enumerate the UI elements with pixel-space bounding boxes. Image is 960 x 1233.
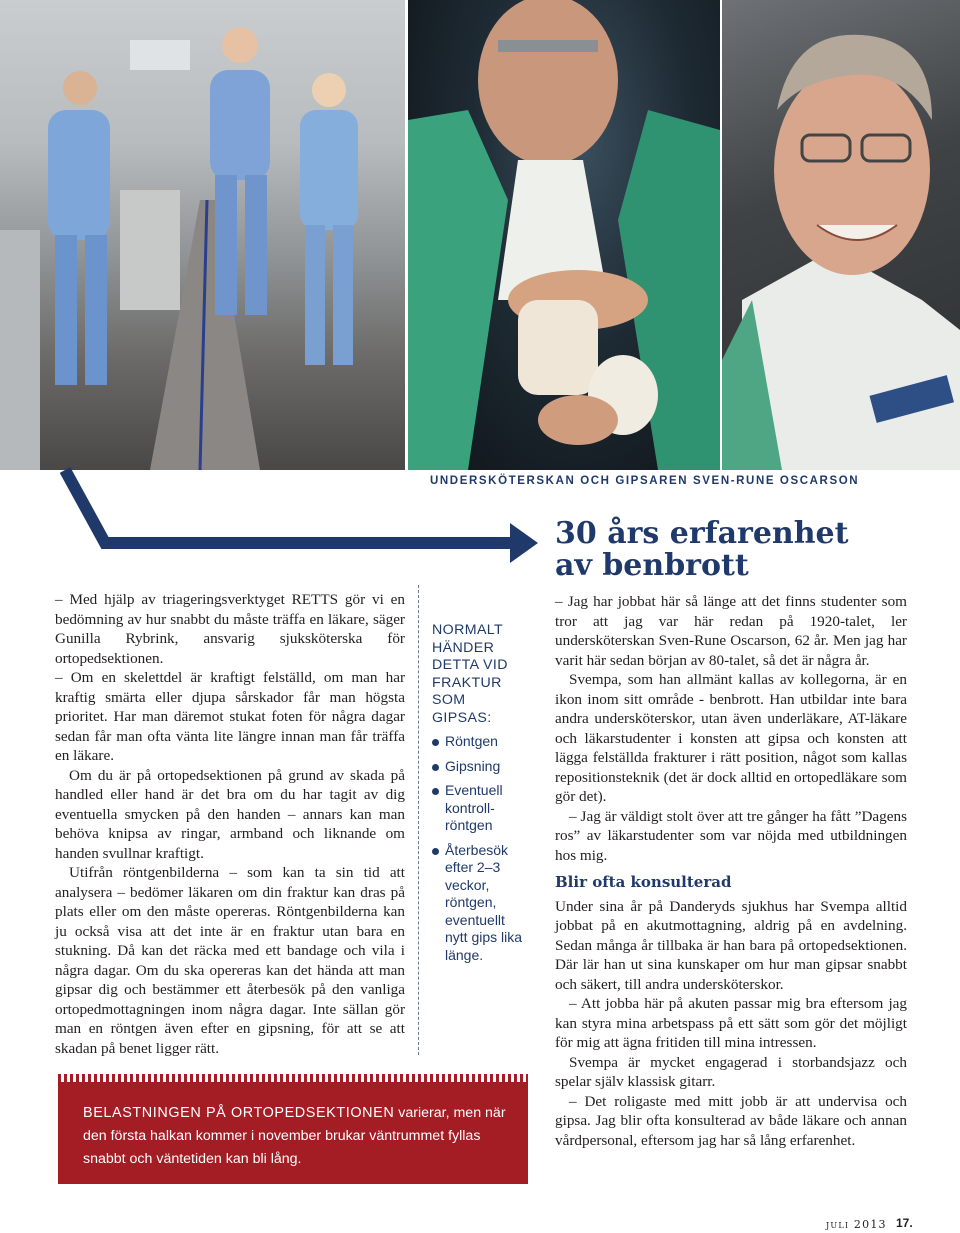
bullet-icon	[432, 788, 439, 795]
photo-caption: UNDERSKÖTERSKAN OCH GIPSAREN SVEN-RUNE OSCARSON	[430, 475, 860, 487]
right-paragraph: Svempa är mycket engagerad i storbandsjazz och spelar själv klassisk gitarr.	[555, 1053, 907, 1090]
fact-box-item-text: Röntgen	[445, 733, 498, 749]
issue-date: juli 2013	[826, 1218, 887, 1231]
portrait-illustration	[722, 0, 960, 470]
pull-quote	[83, 1102, 523, 1171]
left-paragraph: – Om en skelettdel är kraftigt felställd, om man har kraftig smärta eller djupa sårskador får man högsta prioritet. Har man däremot stukat foten för några dagar sedan får man ofta vänta lite längre innan man får träffa en läkare.	[55, 669, 405, 764]
fact-box-item-text: Eventuell kontroll-röntgen	[445, 782, 503, 833]
photo-plaster-hands	[408, 0, 720, 470]
fact-box-item	[428, 733, 528, 751]
left-paragraph: Om du är på ortopedsektionen på grund av skada på handled eller hand är det bra om du har tagit av dig eventuella smycken på den handen – annars kan man behöva knipsa av ringar, armband och liknande om handen svullnar kraftigt.	[55, 766, 405, 862]
left-column	[55, 590, 405, 1058]
left-paragraph: – Med hjälp av triageringsverktyget RETTS gör vi en bedömning av hur snabbt du måste träffa en läkare, säger Gunilla Rybrink, ansvarig sjuksköterska för ortopedsektionen.	[55, 591, 405, 667]
bullet-icon	[432, 848, 439, 855]
article-headline	[555, 518, 935, 582]
hands-illustration	[408, 0, 720, 470]
fact-box-item-text: Gipsning	[445, 757, 501, 774]
right-paragraph: – Jag har jobbat här så länge att det finns studenter som tror att jag var här redan på 1920-talet, ler undersköterskan Sven-Rune Oscarson, 62 år. Men jag har varit här sedan början av 80-talet, så det är några år.	[555, 593, 907, 669]
fact-box-item	[428, 782, 528, 835]
page-number: 17.	[896, 1216, 913, 1230]
pull-quote-lead: BELASTNINGEN PÅ ORTOPEDSEKTIONEN	[83, 1105, 395, 1121]
quote-box-edge	[58, 1074, 528, 1082]
pull-quote-box	[58, 1082, 528, 1184]
right-paragraph: Svempa, som han allmänt kallas av kollegorna, är en ikon inom sitt område - benbrott. Han utbildar inte bara andra undersköterskor, utan även underläkare, AT-läkare och läkarstudenter i konsten att gipsa och konsten att lägga felställda frakturer i rätt position, något som kallas repositionsteknik (det är dock alltid en ortopedläkare som gör det).	[555, 671, 907, 805]
fact-box-list	[428, 733, 528, 964]
right-column	[555, 592, 907, 1150]
fact-box	[428, 622, 528, 971]
headline-line-2: av benbrott	[555, 548, 749, 583]
right-paragraph: – Det roligaste med mitt jobb är att undervisa och gipsa. Jag blir ofta konsulterad av både läkare och annan vårdpersonal, eftersom jag har så lång erfarenhet.	[555, 1092, 907, 1149]
fact-box-title: NORMALT HÄNDER DETTA VID FRAKTUR SOM GIPSAS:	[432, 622, 508, 726]
section-subhead: Blir ofta konsulterad	[555, 873, 732, 891]
fact-box-item	[428, 758, 528, 776]
photo-hospital-corridor	[0, 0, 405, 470]
right-paragraph: – Jag är väldigt stolt över att tre gånger ha fått ”Dagens ros” av läkarstudenter som var nöjda med utbildningen hos mig.	[555, 807, 907, 864]
photo-portrait	[722, 0, 960, 470]
fact-box-item-text: Återbesök efter 2–3 veckor, röntgen, eventuellt nytt gips lika länge.	[445, 841, 523, 963]
bullet-icon	[432, 739, 439, 746]
corridor-illustration	[0, 0, 405, 470]
bullet-icon	[432, 764, 439, 771]
fact-box-item	[428, 842, 528, 965]
left-paragraph: Utifrån röntgenbilderna – som kan ta sin tid att analysera – bedömer läkaren om din fraktur kan dras på plats eller om den måste opereras. Röntgenbilderna kan ju också visa att det inte är en fraktur utan bara en stukning. Då kan det räcka med ett bandage och vila i några dagar. Om du ska opereras kan det hända att man gipsar dig och bestämmer ett återbesök på den vanliga ortopedmottagningen inom några dagar. Inte sällan gör man en röntgen även efter en gipsning, för att se att skadan på benet ligger rätt.	[55, 864, 405, 1057]
right-paragraph: Under sina år på Danderyds sjukhus har Svempa alltid jobbat på en akutmottagning, aldrig på en avdelning. Sedan många år tillbaka är han bara på ortopedsektionen. Där lär han ut sina kunskaper om hur man gipsar snabbt och säkert, till andra undersköterskor.	[555, 897, 907, 993]
column-divider	[418, 585, 419, 1055]
headline-line-1: 30 års erfarenhet	[555, 516, 849, 551]
pull-quote-rest: varierar, men när den första halkan kommer i november brukar väntrummet fyllas snabbt och väntetiden kan bli lång.	[83, 1105, 506, 1167]
right-paragraph: – Att jobba här på akuten passar mig bra eftersom jag kan styra mina arbetspass på ett sätt som gör det möjligt för mig att ägna fritiden till mina intressen.	[555, 995, 907, 1051]
